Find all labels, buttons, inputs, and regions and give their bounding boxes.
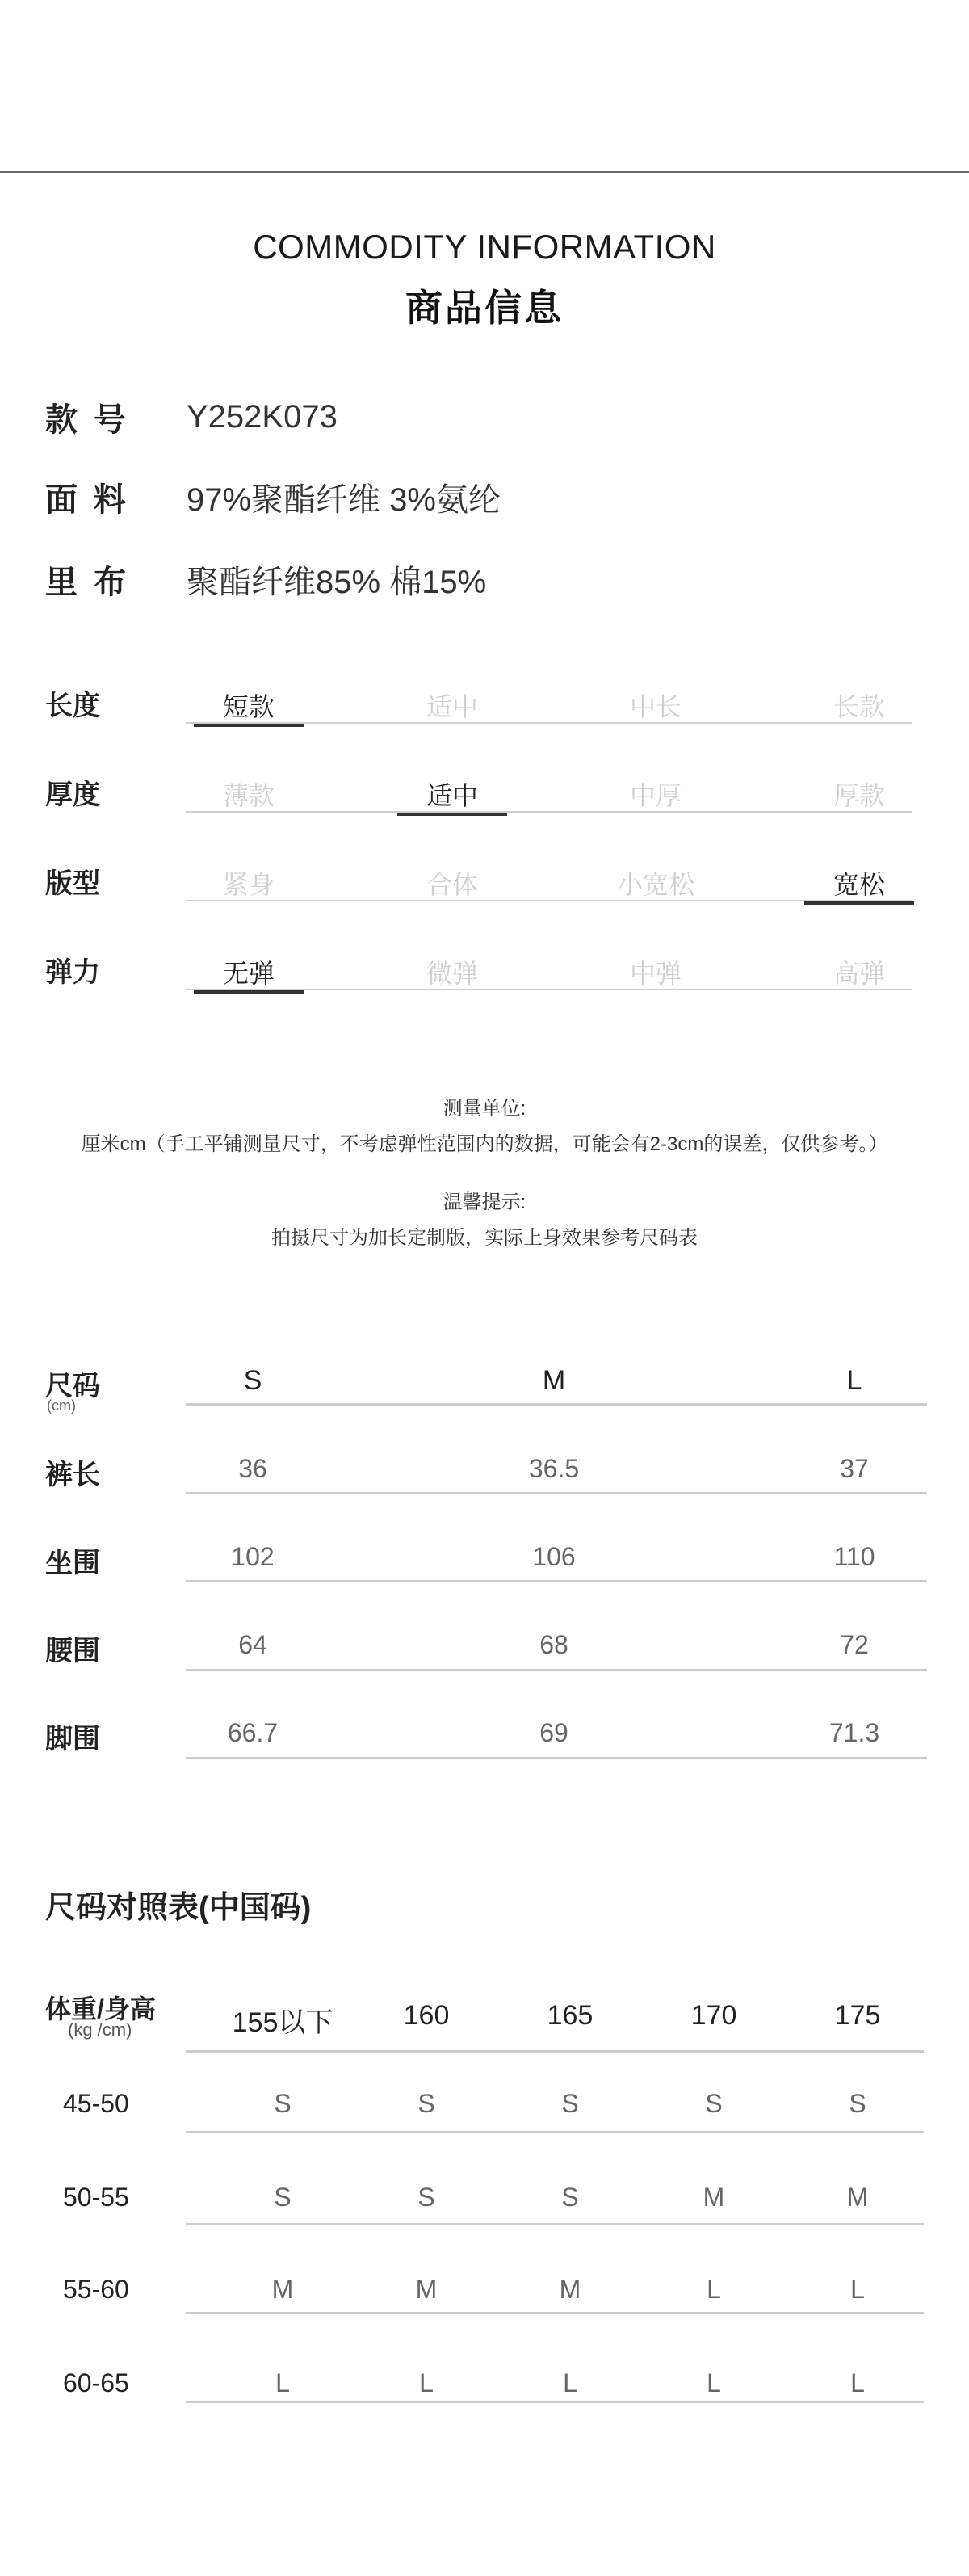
title-chinese: 商品信息 (405, 287, 564, 329)
attr-option: 中弹 (629, 959, 682, 988)
size-cell: L (707, 2275, 721, 2304)
height-header: 160 (403, 2000, 450, 2031)
row-divider (186, 1669, 927, 1671)
attr-option: 合体 (426, 870, 478, 899)
size-cell: L (275, 2368, 290, 2397)
row-divider (186, 1580, 927, 1582)
info-row-lining (45, 555, 486, 603)
weight-label: 45-50 (63, 2089, 129, 2118)
size-cell: S (274, 2183, 292, 2212)
measure-value: 72 (840, 1630, 869, 1659)
attr-option: 适中 (426, 692, 478, 721)
attr-row-fit (0, 855, 969, 903)
row-divider (186, 2401, 924, 2403)
tip-title: 温馨提示: (443, 1191, 526, 1213)
size-cell: M (559, 2275, 581, 2304)
height-header: 170 (690, 2000, 737, 2031)
measure-value: 37 (840, 1454, 869, 1483)
measure-label: 腰围 (45, 1636, 100, 1666)
attr-option: 高弹 (833, 959, 885, 988)
size-table-header-label: 尺码 (45, 1371, 100, 1401)
size-cell: S (417, 2183, 435, 2212)
title-english: COMMODITY INFORMATION (253, 228, 716, 266)
measure-value: 36 (238, 1454, 267, 1483)
attr-option: 长款 (833, 692, 885, 721)
attr-option: 短款 (194, 687, 304, 724)
size-cell: S (274, 2089, 292, 2118)
measure-value: 36.5 (528, 1454, 580, 1483)
measure-value: 71.3 (828, 1718, 880, 1747)
measure-value: 110 (833, 1542, 875, 1571)
size-chart-header-label: 体重/身高 (45, 1994, 156, 2023)
top-divider (0, 171, 969, 173)
attr-label: 厚度 (45, 780, 100, 810)
size-cell: S (561, 2089, 579, 2118)
measure-label: 坐围 (45, 1548, 100, 1578)
attr-row-elasticity (0, 943, 969, 992)
attr-label: 长度 (45, 691, 100, 721)
attr-option: 微弹 (426, 959, 478, 988)
row-divider (186, 1492, 927, 1494)
measure-label: 脚围 (45, 1724, 100, 1754)
weight-label: 50-55 (63, 2183, 129, 2212)
size-table-unit: (cm) (47, 1397, 76, 1414)
tip-text: 拍摄尺寸为加长定制版，实际上身效果参考尺码表 (271, 1227, 698, 1249)
size-cell: S (849, 2089, 866, 2118)
row-divider (186, 2312, 924, 2314)
height-header: 165 (547, 2000, 594, 2031)
unit-title: 测量单位: (443, 1098, 526, 1120)
row-divider (186, 2223, 924, 2225)
attr-option: 紧身 (222, 870, 275, 899)
attr-option: 中厚 (629, 781, 682, 810)
measure-value: 66.7 (227, 1718, 279, 1747)
attr-label: 弹力 (45, 957, 100, 988)
size-cell: S (705, 2089, 723, 2118)
info-value: Y252K073 (187, 398, 338, 435)
size-cell: L (419, 2368, 434, 2397)
size-cell: M (271, 2275, 294, 2304)
info-label: 款号 (45, 401, 142, 438)
size-cell: L (563, 2368, 577, 2397)
size-cell: L (850, 2368, 865, 2397)
unit-text: 厘米cm（手工平铺测量尺寸，不考虑弹性范围内的数据，可能会有2-3cm的误差，仅供参考。） (81, 1133, 888, 1155)
size-cell: S (417, 2089, 435, 2118)
measure-value: 102 (231, 1542, 275, 1571)
size-chart-unit: (kg /cm) (68, 2019, 132, 2040)
height-header: 175 (834, 2000, 881, 2031)
info-value: 聚酯纤维85% 棉15% (187, 564, 487, 600)
attr-option: 小宽松 (616, 870, 694, 899)
row-divider (186, 1757, 927, 1759)
size-cell: M (415, 2275, 438, 2304)
size-cell: M (703, 2183, 725, 2212)
measure-label: 裤长 (45, 1460, 100, 1490)
size-cell: L (707, 2368, 721, 2397)
info-label: 里布 (45, 564, 142, 600)
info-value: 97%聚酯纤维 3%氨纶 (187, 481, 501, 518)
weight-label: 60-65 (63, 2368, 129, 2397)
attr-option: 中长 (629, 692, 682, 721)
size-chart-title: 尺码对照表(中国码) (45, 1891, 312, 1925)
row-divider (186, 2131, 924, 2133)
attr-option: 无弹 (194, 953, 304, 990)
size-cell: L (850, 2275, 865, 2304)
size-header: S (243, 1365, 262, 1396)
attr-option: 厚款 (833, 781, 885, 810)
attr-option: 薄款 (222, 781, 275, 810)
info-label: 面料 (45, 481, 142, 518)
size-header: L (846, 1365, 862, 1396)
info-row-fabric (45, 473, 501, 521)
size-cell: M (846, 2183, 869, 2212)
size-header: M (542, 1365, 566, 1396)
attr-label: 版型 (45, 868, 100, 899)
weight-label: 55-60 (63, 2275, 129, 2304)
attr-row-thickness (0, 766, 969, 814)
attr-option: 宽松 (804, 864, 914, 901)
info-row-style-number (45, 393, 338, 441)
measure-value: 64 (238, 1630, 267, 1659)
attr-row-length (0, 677, 969, 725)
measure-value: 69 (539, 1718, 568, 1747)
row-divider (186, 2050, 924, 2053)
measure-value: 106 (532, 1542, 576, 1571)
size-cell: S (561, 2183, 579, 2212)
row-divider (186, 1403, 927, 1406)
height-header: 155以下 (232, 2007, 333, 2038)
measure-value: 68 (539, 1630, 568, 1659)
attr-option: 适中 (397, 775, 507, 813)
